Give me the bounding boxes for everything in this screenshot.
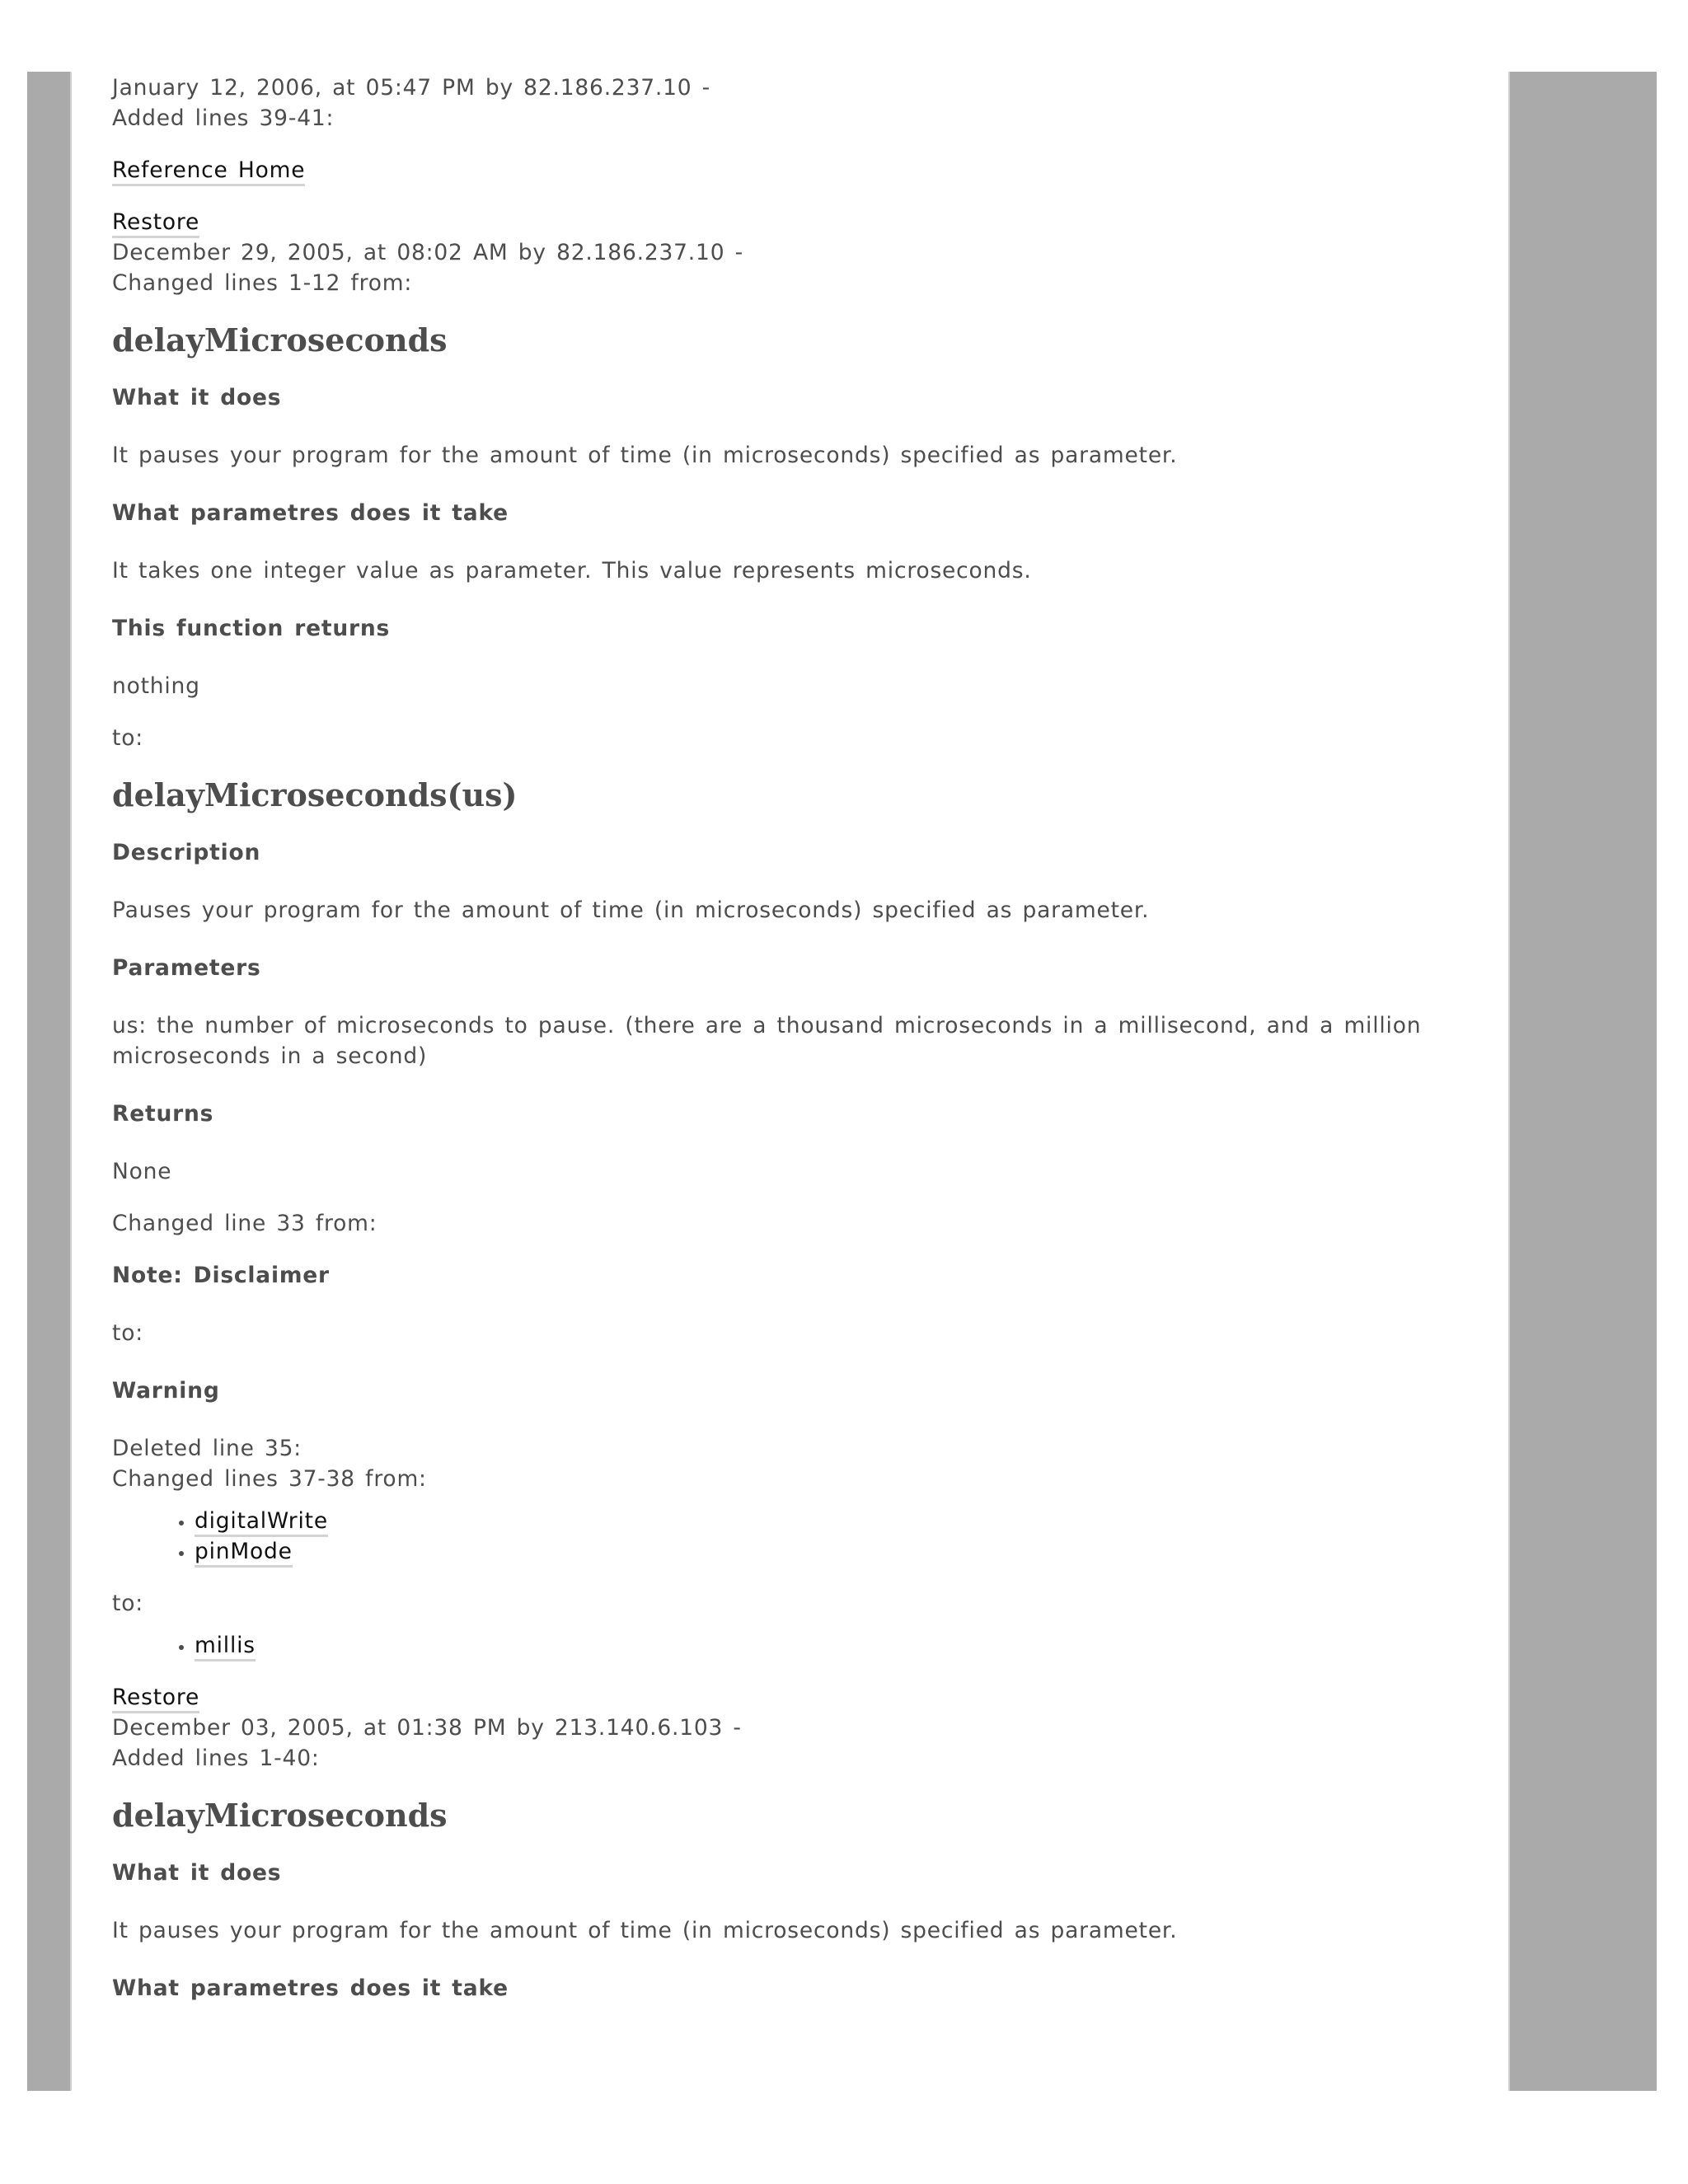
old-section-text: It takes one integer value as parameter. This value represents microseconds. — [112, 558, 1032, 583]
new-page-title: delayMicroseconds(us) — [112, 776, 518, 813]
page-title: delayMicroseconds — [112, 1797, 448, 1834]
old-section-text: nothing — [112, 673, 200, 699]
revision-change-summary: Added lines 39-41: — [112, 105, 335, 131]
new-section-heading: Description — [112, 840, 261, 865]
revision-change-summary: Changed lines 37-38 from: — [112, 1466, 427, 1492]
new-section-text: Pauses your program for the amount of time (in microseconds) specified as parameter. — [112, 898, 1150, 923]
list-item — [195, 1536, 1447, 1567]
old-section-heading: What parametres does it take — [112, 500, 509, 526]
new-section-heading: Parameters — [112, 955, 261, 981]
revision-entry — [112, 73, 1447, 185]
old-section-heading: What it does — [112, 385, 282, 410]
reference-home-link[interactable]: Reference Home — [112, 157, 305, 186]
revision-change-summary: Changed lines 1-12 from: — [112, 270, 413, 296]
new-section-text: us: the number of microseconds to pause. (there are a thousand microseconds in a millisecond, and a million microseconds in a second) — [112, 1013, 1422, 1069]
diff-to-label: to: — [112, 1320, 143, 1346]
revision-change-summary: Added lines 1-40: — [112, 1746, 320, 1771]
old-note-heading: Note: Disclaimer — [112, 1263, 330, 1288]
list-item — [195, 1506, 1447, 1536]
new-note-heading: Warning — [112, 1378, 220, 1404]
digitalwrite-link[interactable]: digitalWrite — [195, 1508, 328, 1537]
diff-to-label: to: — [112, 725, 143, 751]
diff-to-label: to: — [112, 1591, 143, 1616]
new-section-text: None — [112, 1159, 172, 1184]
left-sidebar-bar — [27, 72, 72, 2091]
revision-entry — [112, 207, 1447, 1661]
section-text: It pauses your program for the amount of time (in microseconds) specified as parameter. — [112, 1918, 1178, 1943]
pinmode-link[interactable]: pinMode — [195, 1539, 293, 1568]
page-history-content — [112, 73, 1447, 2004]
revision-meta: December 29, 2005, at 08:02 AM by 82.186.237.10 - — [112, 240, 743, 265]
revision-change-summary: Deleted line 35: — [112, 1436, 302, 1461]
revision-meta: December 03, 2005, at 01:38 PM by 213.140.6.103 - — [112, 1715, 742, 1741]
old-section-heading: This function returns — [112, 616, 391, 641]
revision-change-summary: Changed line 33 from: — [112, 1211, 377, 1236]
section-heading: What parametres does it take — [112, 1975, 509, 2001]
old-links-list — [112, 1506, 1447, 1567]
revision-entry — [112, 1682, 1447, 2004]
old-page-title: delayMicroseconds — [112, 321, 448, 359]
section-heading: What it does — [112, 1860, 282, 1886]
revision-meta: January 12, 2006, at 05:47 PM by 82.186.237.10 - — [112, 75, 711, 101]
millis-link[interactable]: millis — [195, 1633, 256, 1661]
new-section-heading: Returns — [112, 1101, 214, 1127]
restore-link[interactable]: Restore — [112, 1685, 199, 1713]
right-sidebar-bar — [1508, 72, 1657, 2091]
list-item — [195, 1630, 1447, 1661]
restore-link[interactable]: Restore — [112, 209, 199, 238]
old-section-text: It pauses your program for the amount of time (in microseconds) specified as parameter. — [112, 443, 1178, 468]
new-links-list — [112, 1630, 1447, 1661]
